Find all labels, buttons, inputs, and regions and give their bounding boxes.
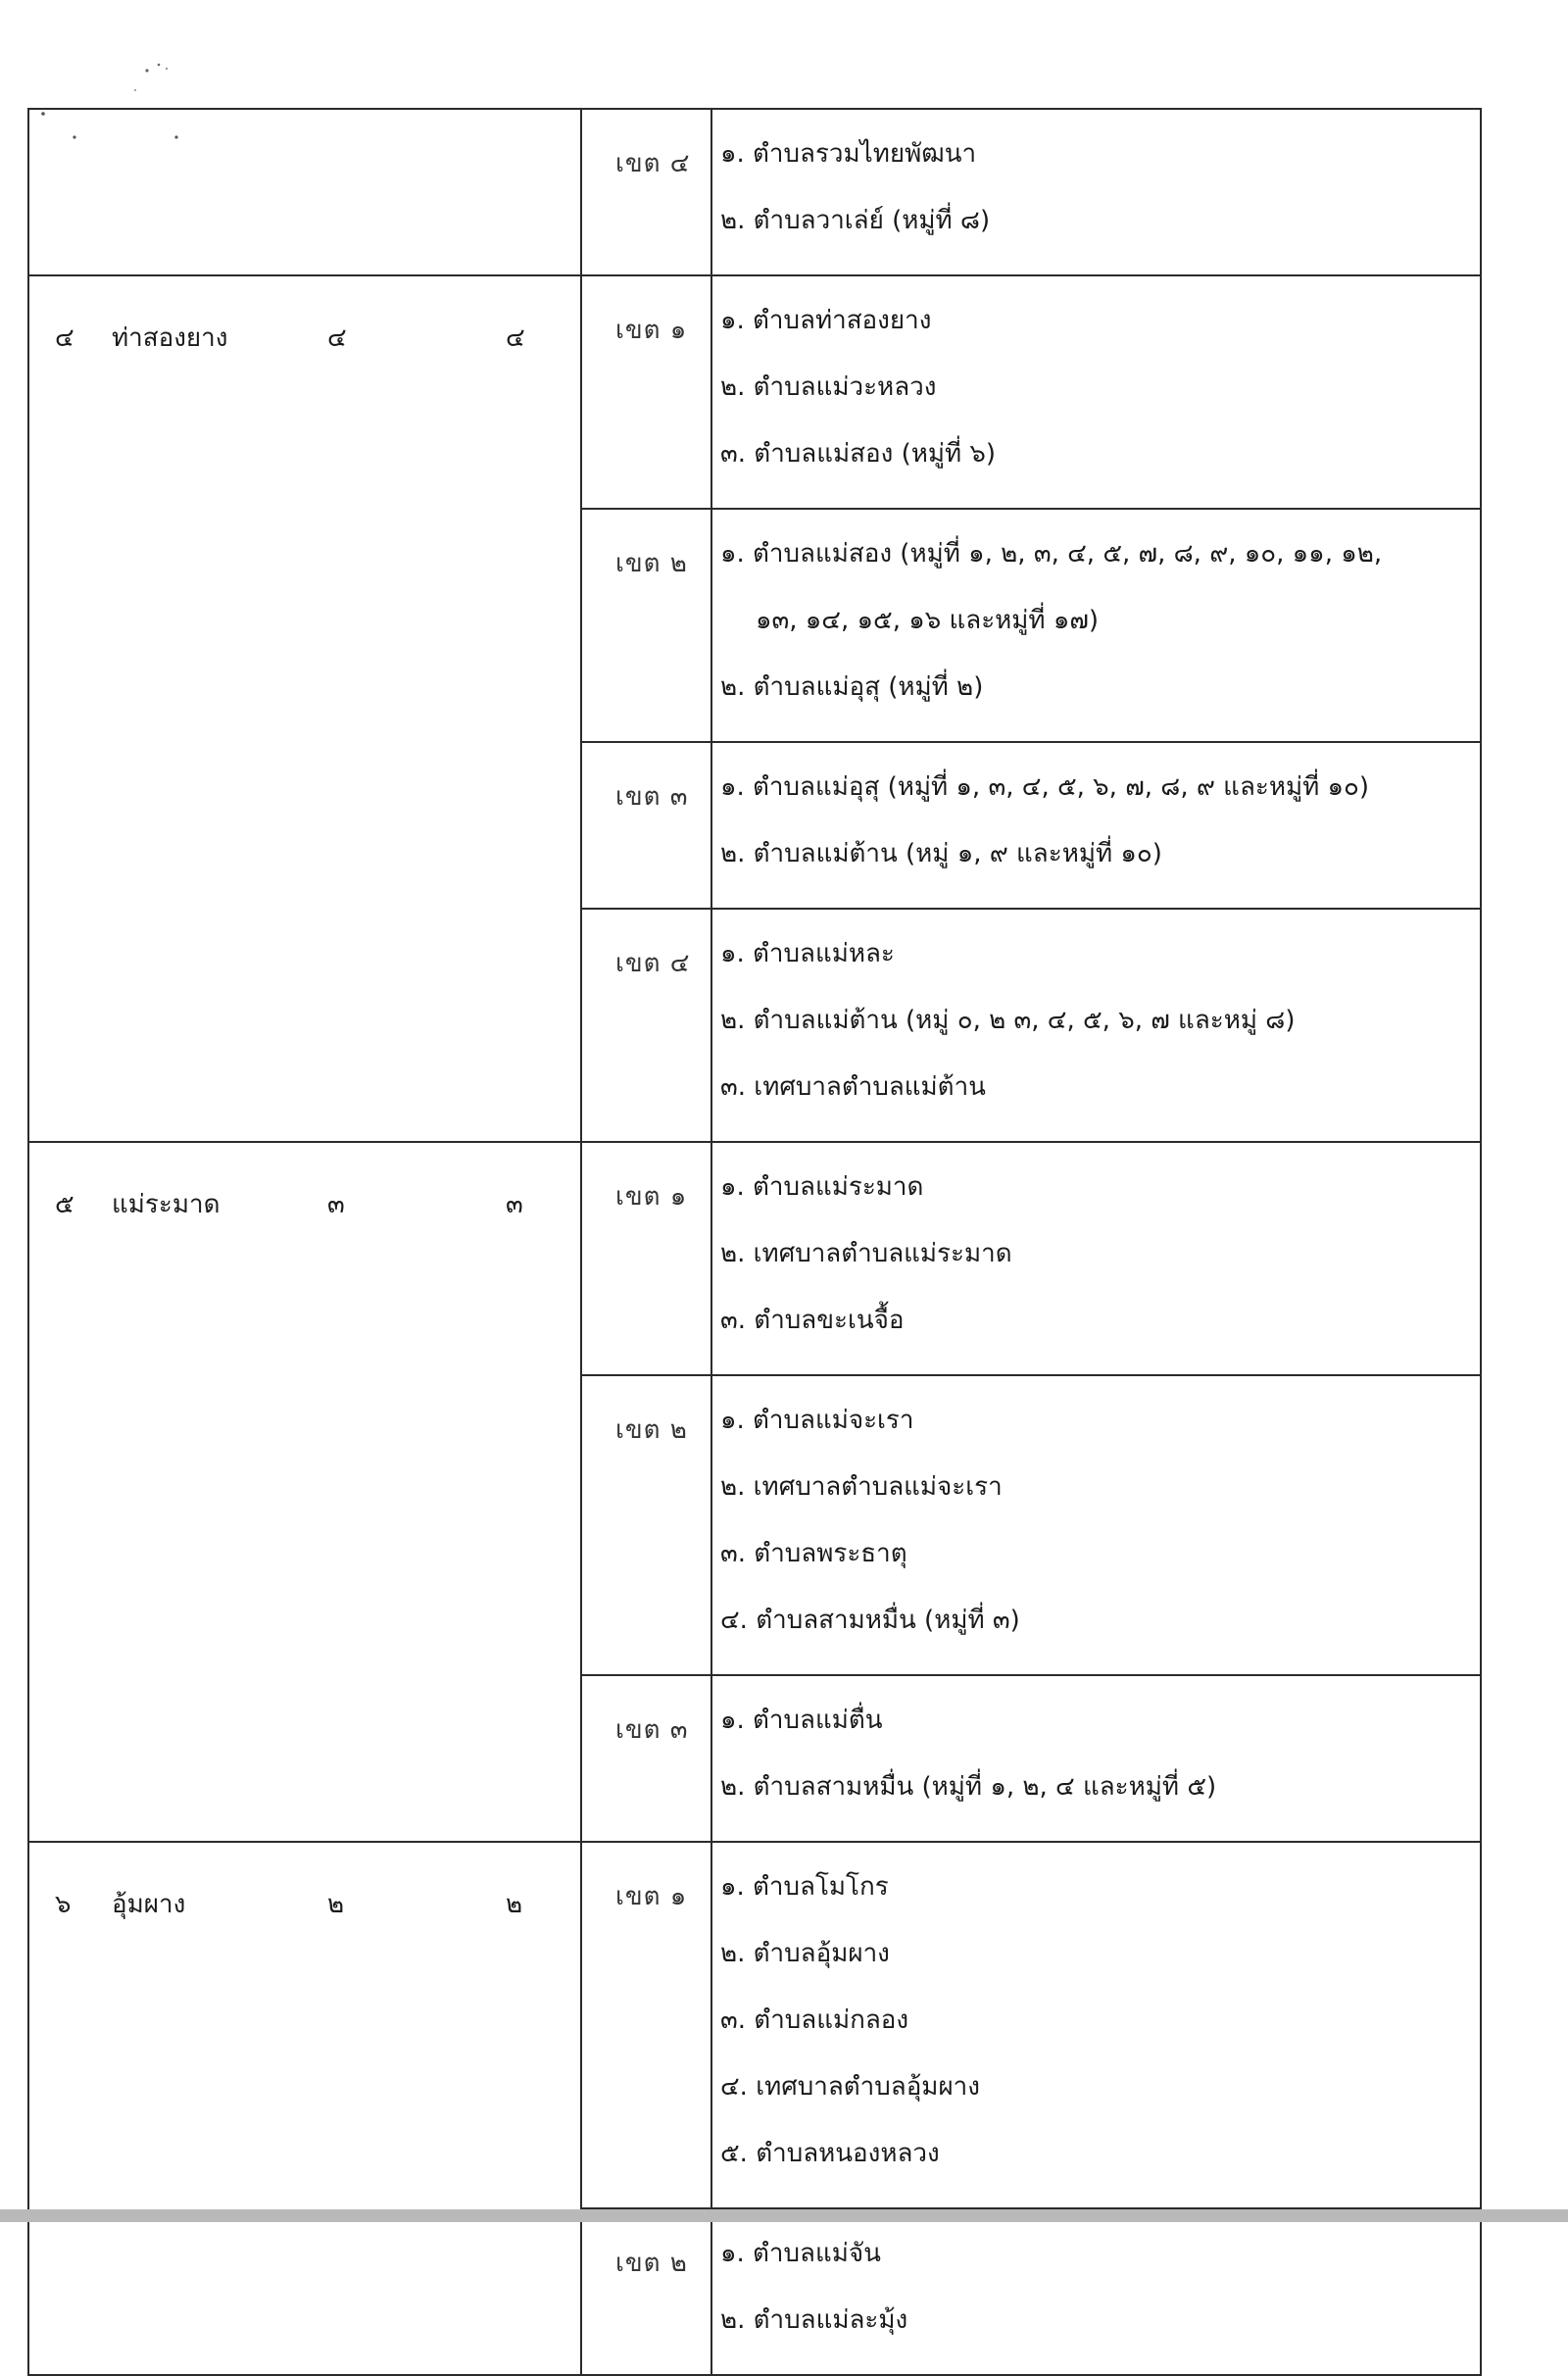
- table-row: [28, 1842, 1481, 2208]
- area-item: ๑๓, ๑๔, ๑๕, ๑๖ และหมู่ที่ ๑๗): [756, 606, 1100, 635]
- area-item: ๑. ตำบลแม่หละ: [720, 939, 895, 968]
- zone-label: เขต ๓: [581, 1675, 711, 1842]
- district-number: ๖: [55, 1890, 72, 1919]
- district-name: แม่ระมาด: [112, 1190, 220, 1219]
- area-item: ๑. ตำบลแม่สอง (หมู่ที่ ๑, ๒, ๓, ๔, ๕, ๗, ๘, ๙, ๑๐, ๑๑, ๑๒,: [720, 539, 1383, 569]
- district-number: ๔: [55, 323, 74, 353]
- district-count-a: ๒: [327, 1890, 345, 1919]
- area-item: ๑. ตำบลแม่จะเรา: [720, 1406, 914, 1435]
- area-item: ๒. ตำบลวาเล่ย์ (หมู่ที่ ๘): [720, 206, 991, 235]
- area-item: ๒. ตำบลแม่วะหลวง: [720, 372, 937, 402]
- areas-cell: [711, 1842, 1481, 2208]
- areas-cell: [711, 742, 1481, 909]
- areas-cell: [711, 909, 1481, 1142]
- area-item: ๔. ตำบลสามหมื่น (หมู่ที่ ๓): [720, 1606, 1020, 1635]
- area-item: ๓. ตำบลขะเนจื้อ: [720, 1306, 905, 1335]
- district-number: ๕: [55, 1190, 74, 1219]
- district-cell: [28, 1142, 581, 1842]
- area-item: ๓. ตำบลแม่กลอง: [720, 2005, 909, 2035]
- table-row: [28, 109, 1481, 275]
- zone-label: เขต ๑: [581, 275, 711, 509]
- zone-label: เขต ๒: [581, 509, 711, 742]
- areas-cell: [711, 1675, 1481, 1842]
- area-item: ๒. ตำบลแม่ละมุ้ง: [720, 2305, 908, 2335]
- areas-cell: [711, 1142, 1481, 1375]
- area-item: ๒. ตำบลสามหมื่น (หมู่ที่ ๑, ๒, ๔ และหมู่ที่ ๕): [720, 1772, 1217, 1802]
- zone-label: เขต ๔: [581, 909, 711, 1142]
- area-item: ๑. ตำบลแม่ตื่น: [720, 1706, 883, 1735]
- zone-label: เขต ๒: [581, 2208, 711, 2375]
- areas-cell: [711, 2208, 1481, 2375]
- district-cell: [28, 109, 581, 275]
- zone-label: เขต ๒: [581, 1375, 711, 1675]
- zone-label: เขต ๔: [581, 109, 711, 275]
- district-count-a: ๔: [327, 323, 347, 353]
- area-item: ๓. ตำบลพระธาตุ: [720, 1539, 907, 1568]
- area-item: ๒. ตำบลแม่ต้าน (หมู่ ๑, ๙ และหมู่ที่ ๑๐): [720, 839, 1162, 868]
- area-item: ๒. ตำบลอุ้มผาง: [720, 1939, 890, 1968]
- area-item: ๑. ตำบลรวมไทยพัฒนา: [720, 139, 977, 169]
- district-name: ท่าสองยาง: [112, 323, 228, 353]
- district-count-a: ๓: [327, 1190, 345, 1219]
- zone-label: เขต ๓: [581, 742, 711, 909]
- area-item: ๔. เทศบาลตำบลอุ้มผาง: [720, 2072, 980, 2102]
- areas-cell: [711, 1375, 1481, 1675]
- table-row: [28, 275, 1481, 509]
- area-item: ๑. ตำบลท่าสองยาง: [720, 306, 932, 335]
- district-cell: [28, 1842, 581, 2375]
- zone-label: เขต ๑: [581, 1142, 711, 1375]
- area-item: ๒. เทศบาลตำบลแม่ระมาด: [720, 1239, 1012, 1268]
- district-cell: [28, 275, 581, 1142]
- zone-label: เขต ๑: [581, 1842, 711, 2208]
- district-zone-table: [27, 108, 1482, 2376]
- district-count-b: ๓: [506, 1190, 523, 1219]
- area-item: ๑. ตำบลโมโกร: [720, 1872, 889, 1902]
- scan-bottom-edge: [0, 2209, 1568, 2222]
- area-item: ๑. ตำบลแม่จัน: [720, 2239, 881, 2268]
- areas-cell: [711, 275, 1481, 509]
- district-count-b: ๔: [506, 323, 525, 353]
- area-item: ๑. ตำบลแม่ระมาด: [720, 1172, 924, 1202]
- areas-cell: [711, 109, 1481, 275]
- area-item: ๑. ตำบลแม่อุสุ (หมู่ที่ ๑, ๓, ๔, ๕, ๖, ๗, ๘, ๙ และหมู่ที่ ๑๐): [720, 772, 1370, 802]
- area-item: ๒. ตำบลแม่อุสุ (หมู่ที่ ๒): [720, 672, 984, 702]
- table-row: [28, 1142, 1481, 1375]
- areas-cell: [711, 509, 1481, 742]
- district-name: อุ้มผาง: [112, 1890, 186, 1919]
- area-item: ๒. เทศบาลตำบลแม่จะเรา: [720, 1472, 1003, 1502]
- area-item: ๕. ตำบลหนองหลวง: [720, 2139, 940, 2168]
- area-item: ๒. ตำบลแม่ต้าน (หมู่ ๐, ๒ ๓, ๔, ๕, ๖, ๗ และหมู่ ๘): [720, 1006, 1296, 1035]
- district-count-b: ๒: [506, 1890, 523, 1919]
- area-item: ๓. ตำบลแม่สอง (หมู่ที่ ๖): [720, 439, 997, 469]
- area-item: ๓. เทศบาลตำบลแม่ต้าน: [720, 1072, 986, 1102]
